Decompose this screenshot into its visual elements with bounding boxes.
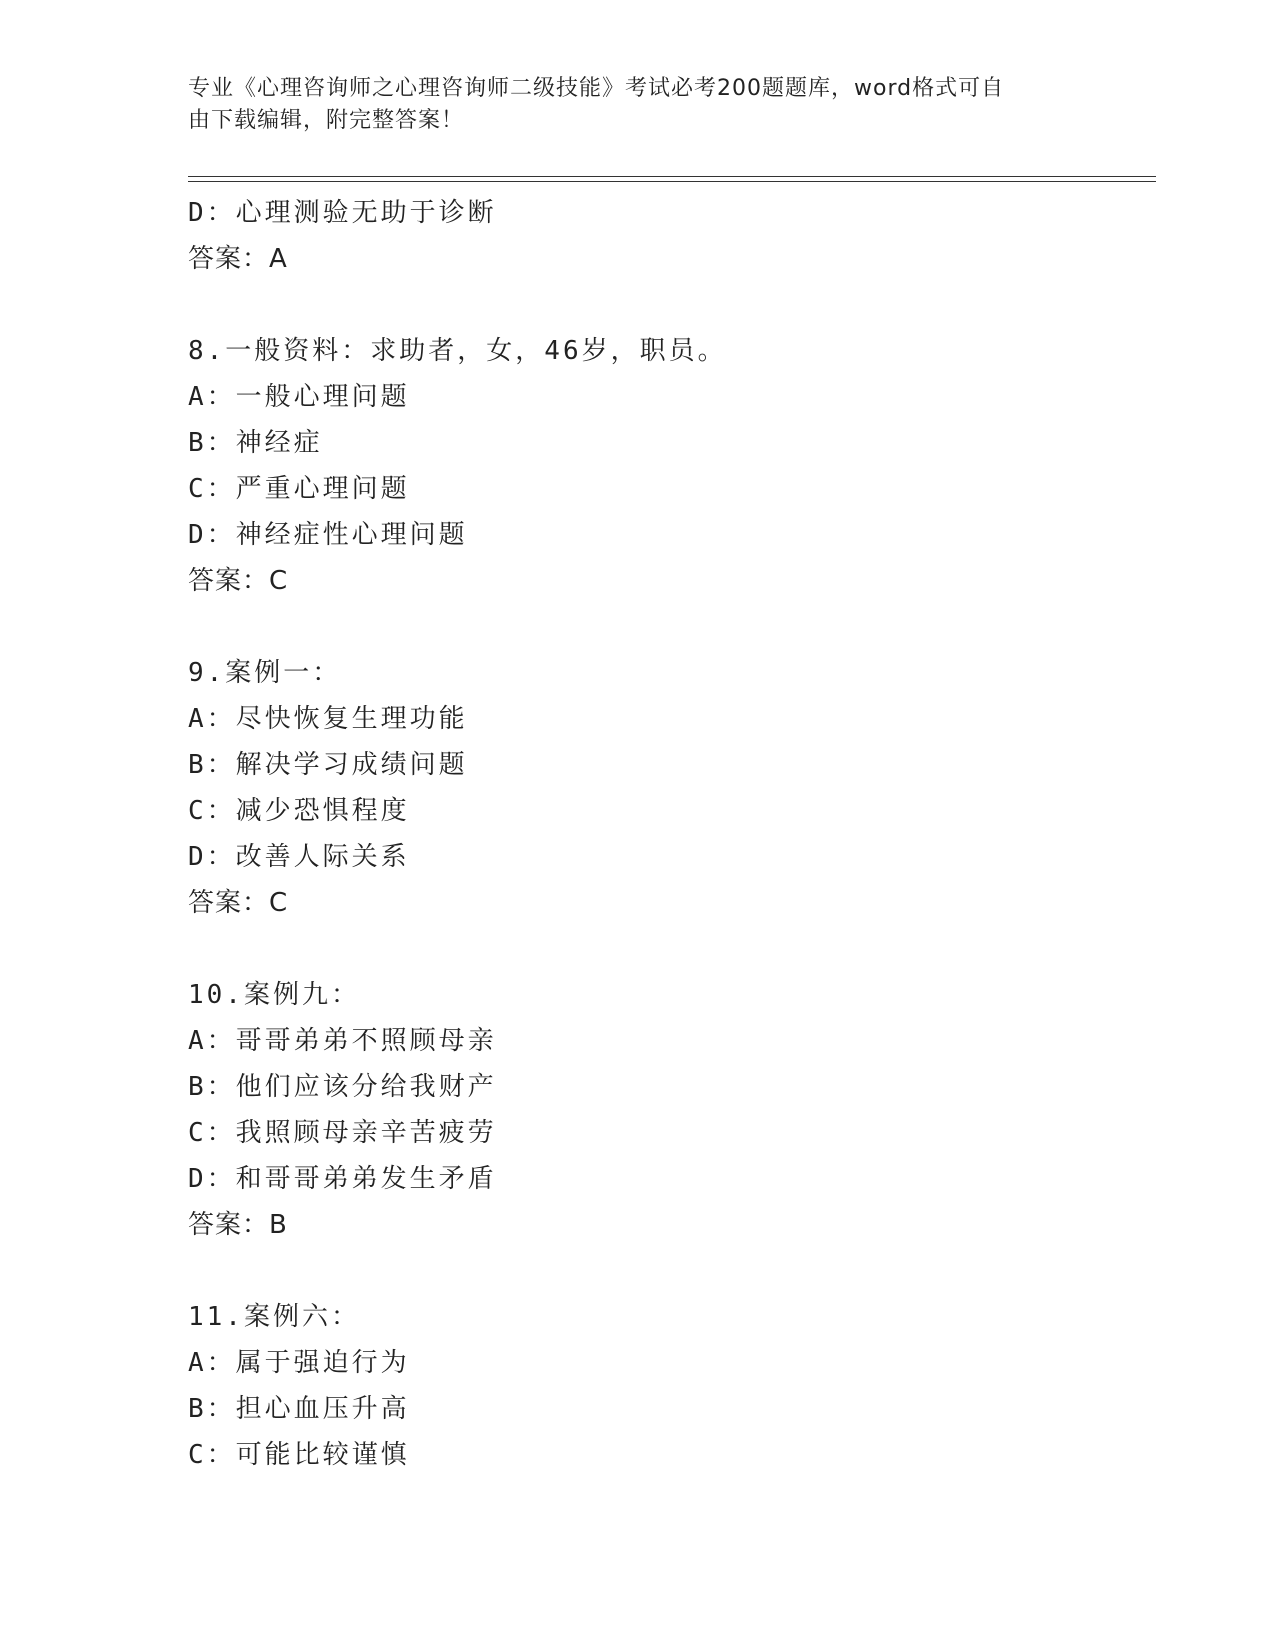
header-divider-top <box>188 176 1156 177</box>
option-a: A：一般心理问题 <box>188 382 410 412</box>
question-10 <box>188 972 1156 1248</box>
header-divider-bottom <box>188 181 1156 182</box>
spacer <box>188 604 1156 650</box>
option-d: D：神经症性心理问题 <box>188 520 468 550</box>
option-c: C：减少恐惧程度 <box>188 796 410 826</box>
option-b: B：神经症 <box>188 428 323 458</box>
header-line-1: 专业《心理咨询师之心理咨询师二级技能》考试必考200题题库，word格式可自 <box>188 76 1005 101</box>
question-stem: 9.案例一： <box>188 658 342 688</box>
option-c: C：我照顾母亲辛苦疲劳 <box>188 1118 497 1148</box>
option-c: C：可能比较谨慎 <box>188 1440 410 1470</box>
question-9 <box>188 650 1156 926</box>
option-b: B：担心血压升高 <box>188 1394 410 1424</box>
question-11 <box>188 1294 1156 1478</box>
answer-line: 答案：C <box>188 888 289 918</box>
option-b: B：解决学习成绩问题 <box>188 750 468 780</box>
question-stem: 10.案例九： <box>188 980 360 1010</box>
spacer <box>188 282 1156 328</box>
option-a: A：尽快恢复生理功能 <box>188 704 468 734</box>
answer-line: 答案：C <box>188 566 289 596</box>
question-stem: 11.案例六： <box>188 1302 360 1332</box>
option-d: D：心理测验无助于诊断 <box>188 198 497 228</box>
header-line-2: 由下载编辑，附完整答案！ <box>188 108 465 133</box>
option-a: A：属于强迫行为 <box>188 1348 410 1378</box>
option-d: D：改善人际关系 <box>188 842 410 872</box>
option-d: D：和哥哥弟弟发生矛盾 <box>188 1164 497 1194</box>
option-b: B：他们应该分给我财产 <box>188 1072 497 1102</box>
answer-line: 答案：A <box>188 244 288 274</box>
document-header <box>188 73 1068 137</box>
spacer <box>188 926 1156 972</box>
question-stem: 8.一般资料：求助者，女，46岁，职员。 <box>188 336 727 366</box>
question-8 <box>188 328 1156 604</box>
question-7-fragment <box>188 190 1156 282</box>
question-list <box>188 190 1156 1478</box>
option-c: C：严重心理问题 <box>188 474 410 504</box>
option-a: A：哥哥弟弟不照顾母亲 <box>188 1026 497 1056</box>
answer-line: 答案：B <box>188 1210 288 1240</box>
spacer <box>188 1248 1156 1294</box>
